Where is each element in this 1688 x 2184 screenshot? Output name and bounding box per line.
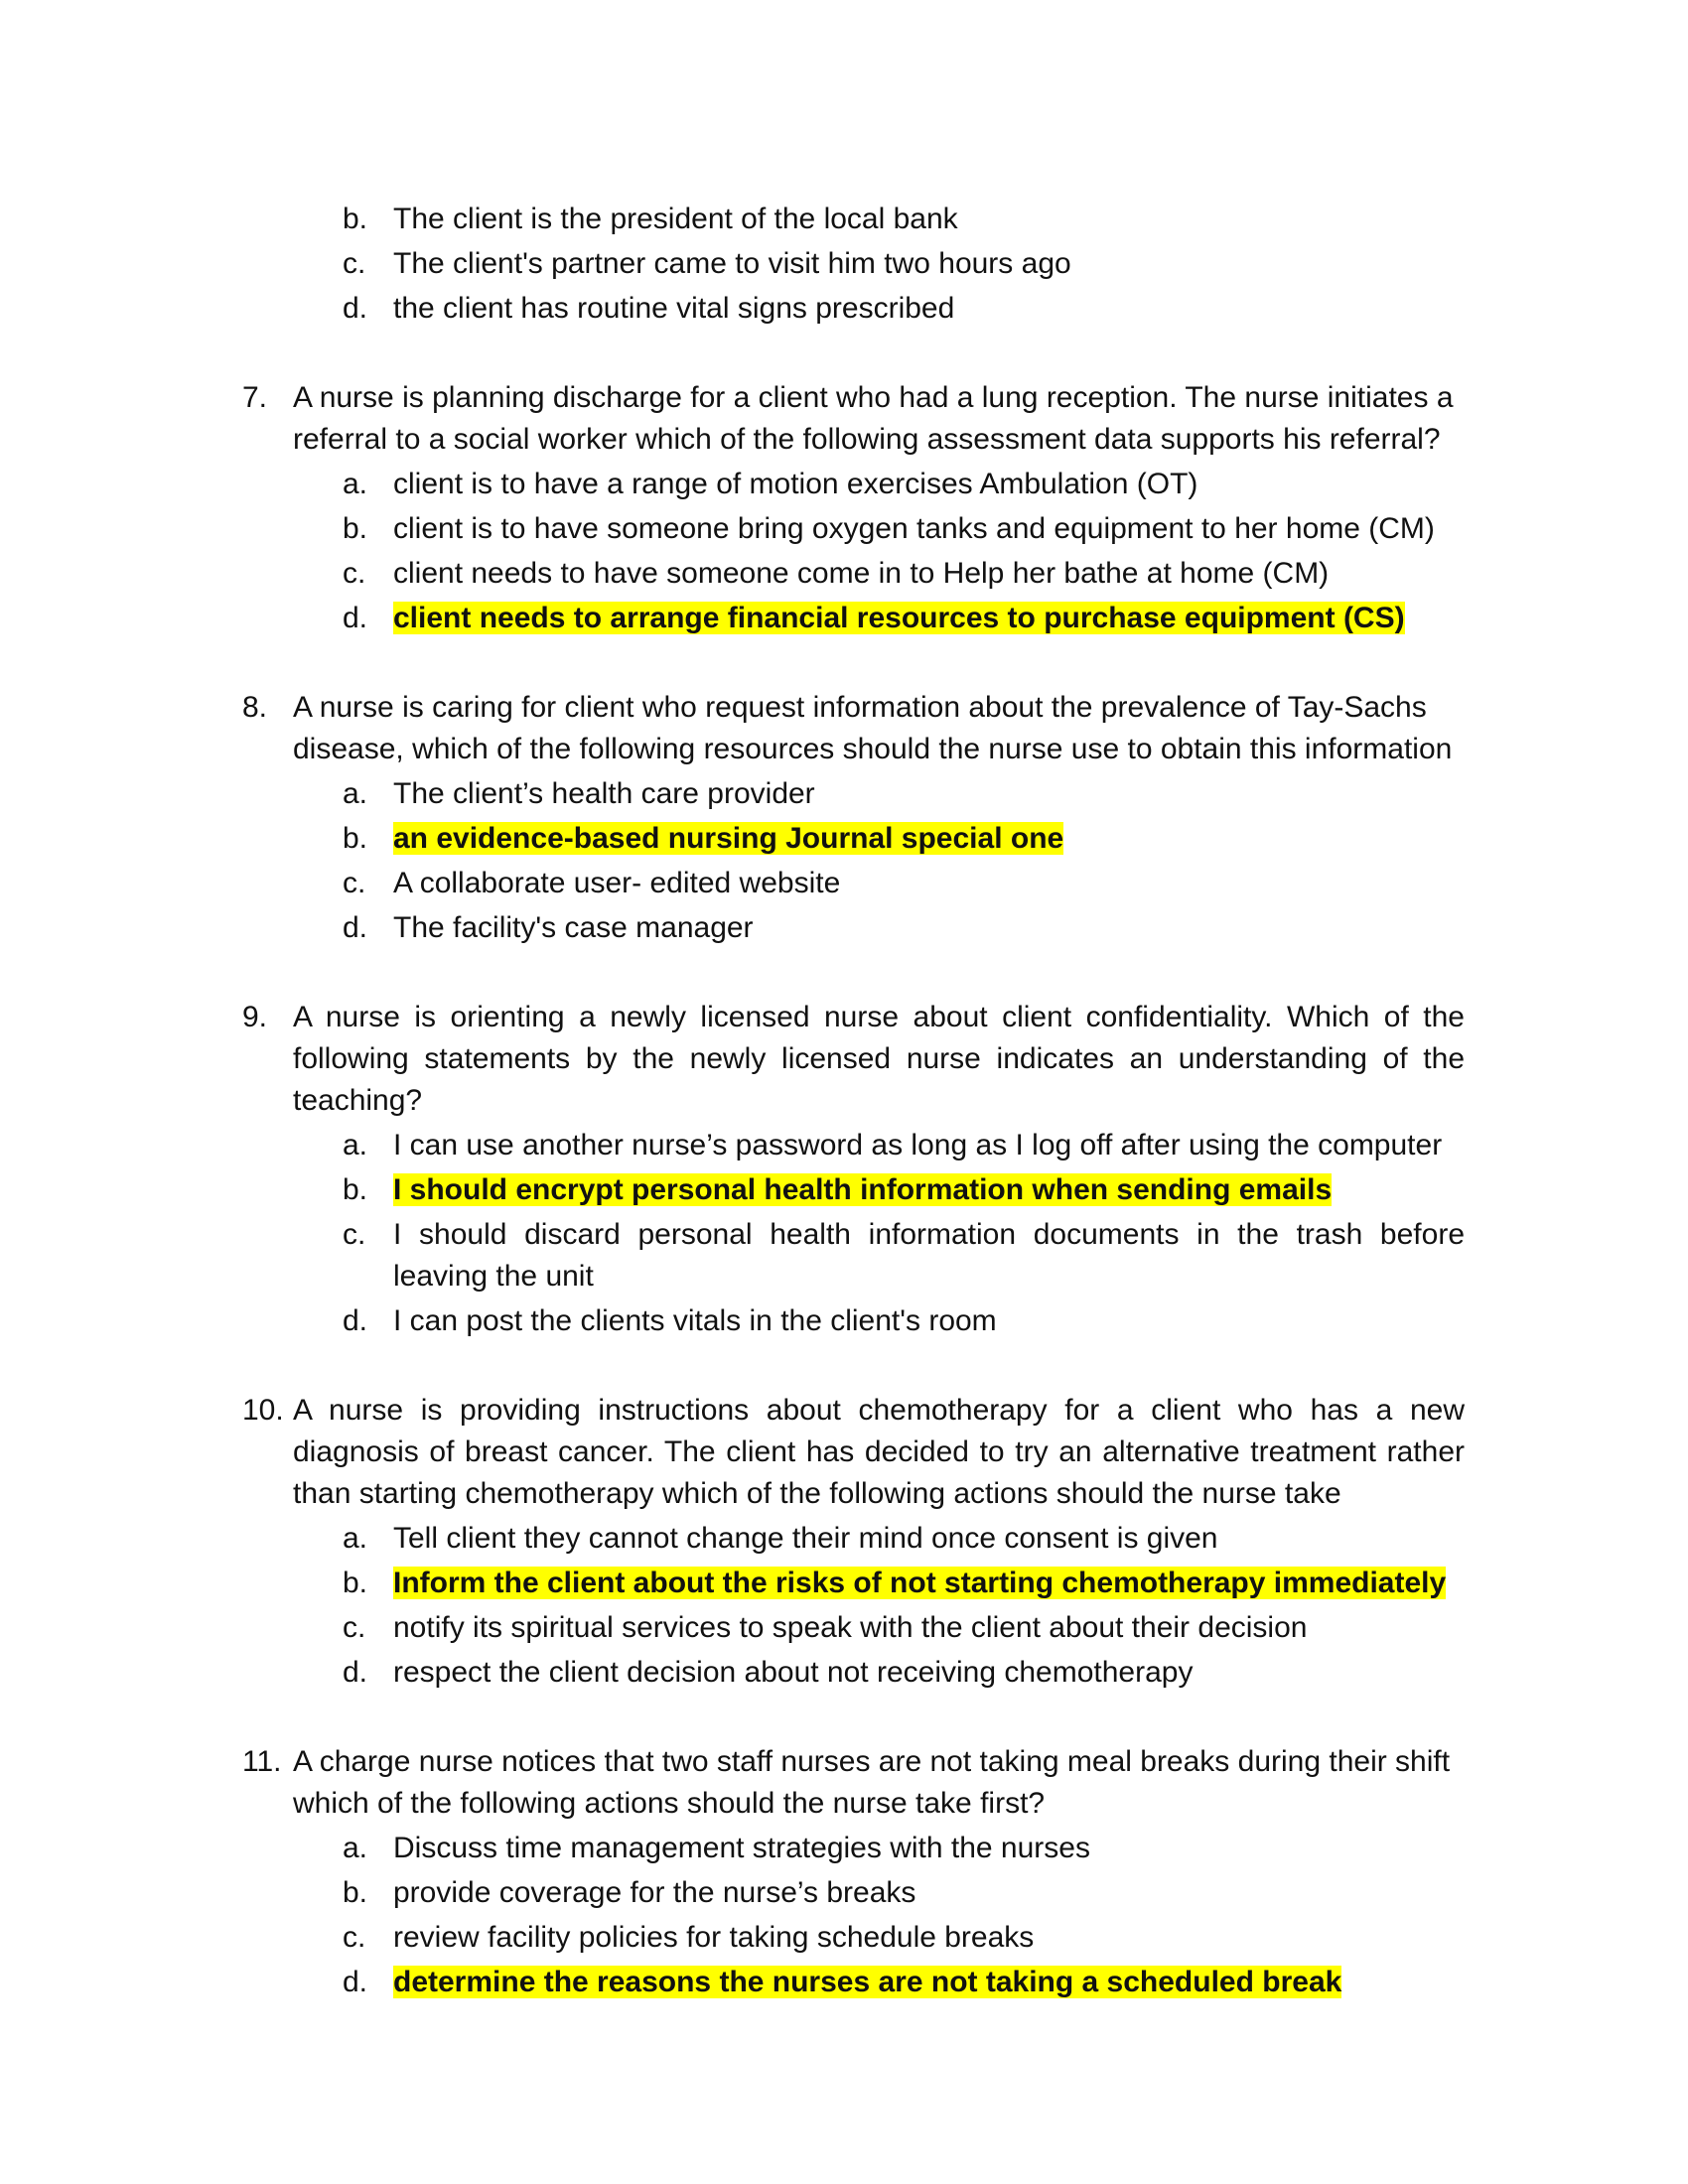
option-list	[0, 773, 1688, 949]
option-text: The client's partner came to visit him two hours ago	[393, 247, 1071, 280]
question-number: 11.	[242, 1745, 282, 1778]
option-letter: b.	[343, 203, 368, 235]
option-d	[0, 907, 1465, 949]
option-text: client needs to have someone come in to Help her bathe at home (CM)	[393, 557, 1330, 590]
question-text: A nurse is orienting a newly licensed nurse about client confidentiality. Which of the following statements by the newly licensed nurse indicates an understanding of the teaching?	[293, 1001, 1465, 1117]
option-letter: a.	[343, 468, 368, 500]
option-letter: d.	[343, 1304, 368, 1337]
option-letter: c.	[343, 1611, 366, 1644]
question-text: A charge nurse notices that two staff nurses are not taking meal breaks during their shift which of the following actions should the nurse take first?	[293, 1745, 1451, 1820]
question-number: 9.	[242, 1001, 268, 1033]
option-letter: d.	[343, 602, 368, 634]
question-6-continued	[0, 199, 1688, 330]
option-text: I can use another nurse’s password as long as I log off after using the computer	[393, 1129, 1443, 1161]
option-d-correct	[0, 598, 1465, 639]
option-text: Tell client they cannot change their mind once consent is given	[393, 1522, 1218, 1555]
option-list	[0, 1518, 1688, 1694]
highlighted-answer: determine the reasons the nurses are not taking a scheduled break	[393, 1966, 1342, 1998]
option-letter: a.	[343, 1522, 368, 1555]
option-letter: d.	[343, 292, 368, 325]
option-letter: c.	[343, 1218, 366, 1251]
option-b	[0, 199, 1465, 240]
question-stem	[0, 997, 1465, 1122]
option-d	[0, 1300, 1465, 1342]
question-stem	[0, 1390, 1465, 1515]
option-b-correct	[0, 818, 1465, 860]
option-text: A collaborate user- edited website	[393, 867, 841, 899]
option-b-correct	[0, 1563, 1465, 1604]
question-number: 8.	[242, 691, 268, 724]
option-c	[0, 863, 1465, 904]
option-d-correct	[0, 1962, 1465, 2003]
option-list	[0, 199, 1688, 330]
option-letter: a.	[343, 777, 368, 810]
question-10	[0, 1390, 1688, 1694]
option-text: The client’s health care provider	[393, 777, 815, 810]
option-b	[0, 508, 1465, 550]
option-c	[0, 1917, 1465, 1959]
option-letter: b.	[343, 1173, 368, 1206]
option-letter: c.	[343, 867, 366, 899]
option-list	[0, 464, 1688, 639]
option-b	[0, 1872, 1465, 1914]
highlighted-answer: client needs to arrange financial resources to purchase equipment (CS)	[393, 602, 1405, 634]
option-a	[0, 464, 1465, 505]
option-c	[0, 1607, 1465, 1649]
question-8	[0, 687, 1688, 949]
question-11	[0, 1741, 1688, 2003]
option-letter: d.	[343, 1966, 368, 1998]
question-9	[0, 997, 1688, 1342]
option-text: provide coverage for the nurse’s breaks	[393, 1876, 916, 1909]
option-letter: a.	[343, 1129, 368, 1161]
option-text: I can post the clients vitals in the client's room	[393, 1304, 997, 1337]
option-b-correct	[0, 1169, 1465, 1211]
option-text: review facility policies for taking schedule breaks	[393, 1921, 1035, 1954]
option-text: I should discard personal health information documents in the trash before leaving the unit	[393, 1218, 1465, 1293]
option-text: The facility's case manager	[393, 911, 754, 944]
option-d	[0, 288, 1465, 330]
question-list	[0, 199, 1688, 2051]
option-a	[0, 1125, 1465, 1166]
option-c	[0, 553, 1465, 595]
question-text: A nurse is providing instructions about chemotherapy for a client who has a new diagnosis of breast cancer. The client has decided to try an alternative treatment rather than starting chemotherapy which of the following actions should the nurse take	[293, 1394, 1465, 1510]
option-text: notify its spiritual services to speak with the client about their decision	[393, 1611, 1308, 1644]
option-text: respect the client decision about not receiving chemotherapy	[393, 1656, 1194, 1689]
option-letter: a.	[343, 1832, 368, 1864]
option-text: Discuss time management strategies with the nurses	[393, 1832, 1090, 1864]
question-text: A nurse is planning discharge for a client who had a lung reception. The nurse initiates a referral to a social worker which of the following assessment data supports his referral?	[293, 381, 1454, 456]
highlighted-answer: an evidence-based nursing Journal special one	[393, 822, 1064, 855]
question-number: 7.	[242, 381, 268, 414]
option-list	[0, 1125, 1688, 1342]
option-letter: d.	[343, 1656, 368, 1689]
option-d	[0, 1652, 1465, 1694]
option-c	[0, 243, 1465, 285]
question-stem	[0, 1741, 1465, 1825]
option-letter: b.	[343, 822, 368, 855]
option-c	[0, 1214, 1465, 1297]
option-text: client is to have a range of motion exercises Ambulation (OT)	[393, 468, 1198, 500]
question-stem	[0, 687, 1465, 770]
option-letter: b.	[343, 1567, 368, 1599]
option-letter: c.	[343, 247, 366, 280]
option-letter: b.	[343, 1876, 368, 1909]
option-letter: d.	[343, 911, 368, 944]
option-text: the client has routine vital signs prescribed	[393, 292, 955, 325]
option-letter: c.	[343, 557, 366, 590]
option-letter: c.	[343, 1921, 366, 1954]
option-a	[0, 1828, 1465, 1869]
option-list	[0, 1828, 1688, 2003]
option-letter: b.	[343, 512, 368, 545]
highlighted-answer: I should encrypt personal health information when sending emails	[393, 1173, 1333, 1206]
question-stem	[0, 377, 1465, 461]
highlighted-answer: Inform the client about the risks of not starting chemotherapy immediately	[393, 1567, 1447, 1599]
option-a	[0, 1518, 1465, 1560]
question-number: 10.	[242, 1394, 284, 1427]
option-a	[0, 773, 1465, 815]
question-7	[0, 377, 1688, 639]
option-text: client is to have someone bring oxygen tanks and equipment to her home (CM)	[393, 512, 1435, 545]
question-text: A nurse is caring for client who request information about the prevalence of Tay-Sachs disease, which of the following resources should the nurse use to obtain this information	[293, 691, 1453, 765]
option-text: The client is the president of the local bank	[393, 203, 958, 235]
